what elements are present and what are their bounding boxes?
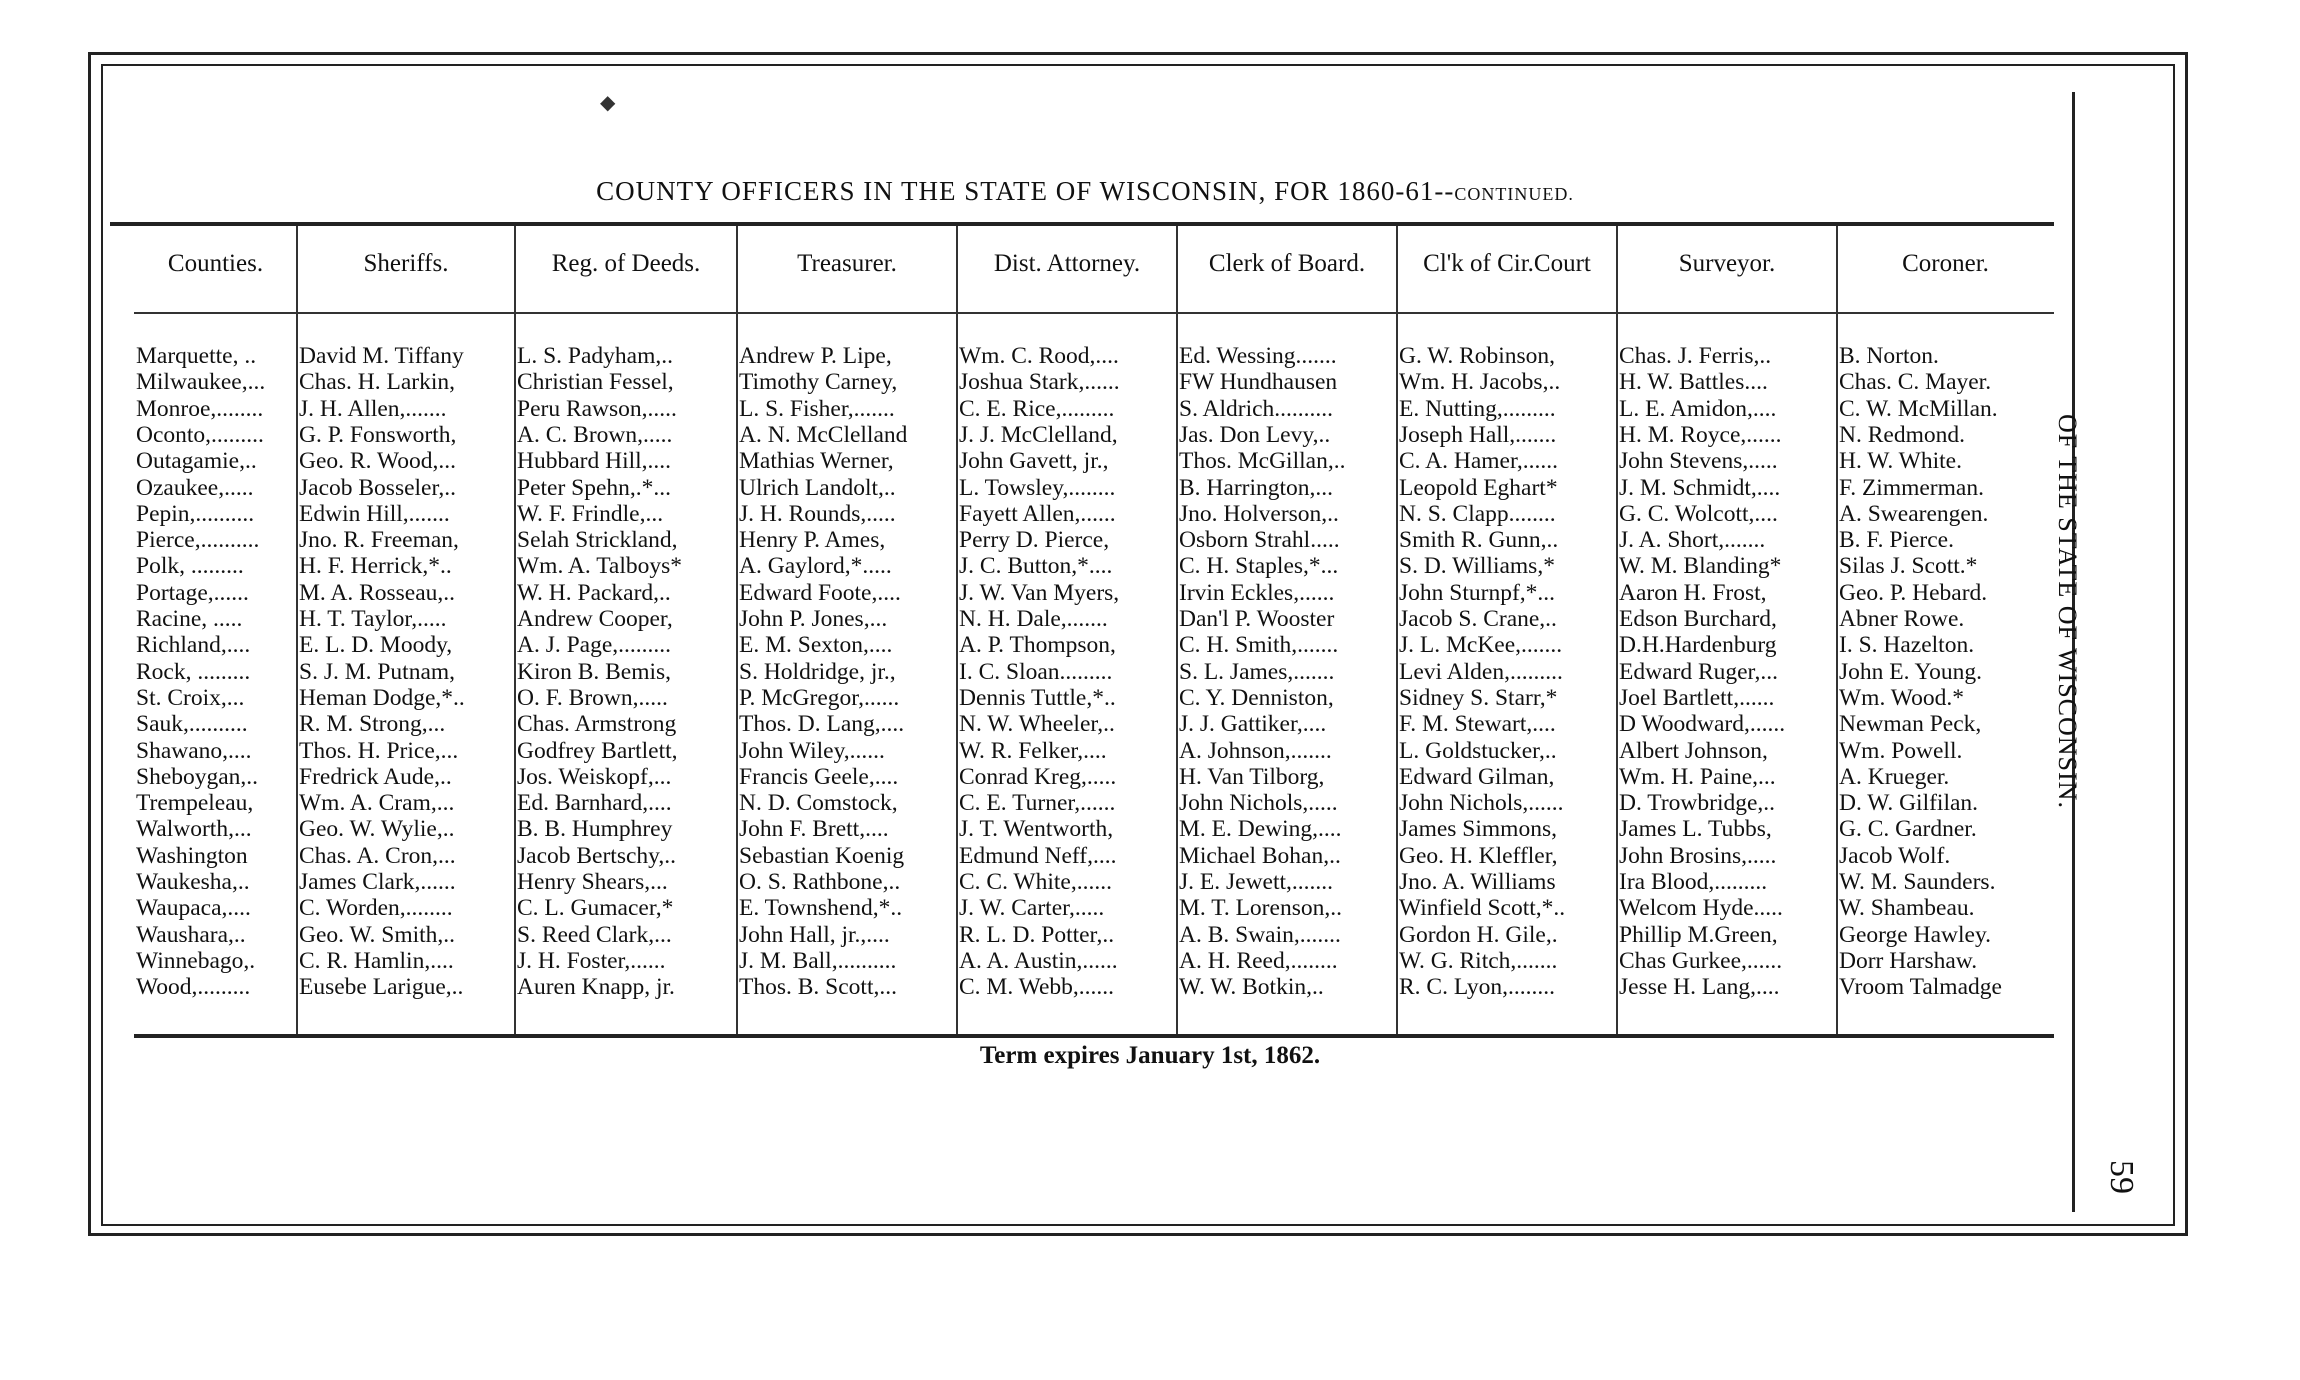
officer-name-cell: John E. Young. — [1839, 658, 1982, 685]
officer-name-cell: James Simmons, — [1399, 816, 1557, 843]
county-name-cell: Waushara,.. — [136, 921, 246, 948]
officer-name-cell: C. M. Webb,...... — [959, 974, 1114, 1001]
officer-name-cell: Levi Alden,......... — [1399, 658, 1563, 685]
officer-name-cell: Henry P. Ames, — [739, 527, 886, 554]
column-separator — [956, 226, 958, 1034]
officer-name-cell: A. P. Thompson, — [959, 632, 1116, 659]
officer-name-cell: J. A. Short,....... — [1619, 527, 1766, 554]
officer-name-cell: Winfield Scott,*.. — [1399, 895, 1566, 922]
officer-name-cell: D.H.Hardenburg — [1619, 632, 1777, 659]
column-header: Cl'k of Cir.Court — [1423, 250, 1591, 277]
officer-name-cell: Phillip M.Green, — [1619, 921, 1778, 948]
officer-name-cell: Jacob Wolf. — [1839, 842, 1951, 869]
officer-name-cell: Fredrick Aude,.. — [299, 763, 452, 790]
page-number: 59 — [2103, 1160, 2140, 1194]
officer-name-cell: Jacob Bosseler,.. — [299, 474, 456, 501]
officer-name-cell: Ed. Barnhard,.... — [517, 790, 672, 817]
officer-name-cell: Edward Foote,.... — [739, 579, 901, 606]
officer-name-cell: Wm. C. Rood,.... — [959, 343, 1119, 369]
officer-name-cell: C. E. Rice,......... — [959, 395, 1115, 422]
officer-name-cell: A. H. Reed,........ — [1179, 947, 1338, 974]
officer-name-cell: Jos. Weiskopf,... — [517, 763, 672, 790]
officer-name-cell: A. Swearengen. — [1839, 500, 1989, 527]
officer-name-cell: Geo. R. Wood,... — [299, 448, 456, 475]
officer-name-cell: J. J. Gattiker,.... — [1179, 711, 1327, 738]
officer-name-cell: S. Aldrich.......... — [1179, 395, 1334, 422]
officer-name-cell: James Clark,...... — [299, 869, 456, 895]
officer-name-cell: Chas. A. Cron,... — [299, 842, 456, 869]
officer-name-cell: A. C. Brown,..... — [517, 421, 673, 448]
officer-name-cell: Aaron H. Frost, — [1619, 579, 1767, 606]
county-name-cell: Marquette, .. — [136, 343, 257, 369]
officer-name-cell: John Sturnpf,*... — [1399, 579, 1556, 606]
officer-name-cell: Chas. J. Ferris,.. — [1619, 343, 1772, 369]
officer-name-cell: Smith R. Gunn,.. — [1399, 527, 1559, 554]
term-footnote: Term expires January 1st, 1862. — [979, 1042, 1321, 1069]
officer-name-cell: A. Krueger. — [1839, 763, 1950, 790]
officer-name-cell: C. E. Turner,...... — [959, 790, 1116, 817]
officer-name-cell: N. S. Clapp........ — [1399, 500, 1556, 527]
officer-name-cell: S. J. M. Putnam, — [299, 658, 456, 685]
officer-name-cell: Perry D. Pierce, — [959, 527, 1110, 554]
officer-name-cell: E. M. Sexton,.... — [739, 632, 893, 659]
side-running-head: OF THE STATE OF WISCONSIN. — [2053, 414, 2082, 809]
column-header: Reg. of Deeds. — [551, 250, 701, 277]
officer-name-cell: E. Townshend,*.. — [739, 895, 903, 922]
officer-name-cell: C. Y. Denniston, — [1179, 684, 1334, 711]
officer-name-cell: H. F. Herrick,*.. — [299, 553, 452, 580]
officer-name-cell: Timothy Carney, — [739, 369, 898, 396]
officer-name-cell: Thos. McGillan,.. — [1179, 448, 1346, 475]
county-name-cell: Racine, ..... — [136, 606, 243, 632]
officer-name-cell: John Gavett, jr., — [959, 448, 1109, 475]
county-name-cell: Shawano,.... — [136, 737, 252, 764]
officer-name-cell: B. F. Pierce. — [1839, 527, 1954, 554]
officer-name-cell: A. B. Swain,....... — [1179, 921, 1341, 948]
title-main: COUNTY OFFICERS IN THE STATE OF WISCONSIN, FOR 1860-61-- — [596, 176, 1455, 206]
officer-name-cell: L. Goldstucker,.. — [1399, 737, 1557, 764]
officer-name-cell: S. Holdridge, jr., — [739, 658, 896, 685]
column-header: Sheriffs. — [363, 250, 449, 277]
officer-name-cell: Edward Ruger,... — [1619, 658, 1778, 685]
officer-name-cell: Abner Rowe. — [1839, 606, 1965, 632]
county-name-cell: Ozaukee,..... — [136, 474, 254, 501]
officer-name-cell: J. W. Van Myers, — [959, 579, 1120, 606]
officer-name-cell: C. R. Hamlin,.... — [299, 947, 454, 974]
county-name-cell: Waupaca,.... — [136, 895, 251, 922]
column-separator — [296, 226, 298, 1034]
officer-name-cell: W. F. Frindle,... — [517, 500, 664, 527]
officer-name-cell: N. H. Dale,....... — [959, 606, 1108, 632]
officer-name-cell: G. P. Fonsworth, — [299, 421, 457, 448]
officer-name-cell: S. D. Williams,* — [1399, 553, 1555, 580]
officer-name-cell: A. A. Austin,...... — [959, 947, 1118, 974]
county-name-cell: Outagamie,.. — [136, 448, 257, 475]
officer-name-cell: J. E. Jewett,....... — [1179, 869, 1334, 895]
officer-name-cell: W. M. Saunders. — [1839, 869, 1996, 895]
column-separator — [1396, 226, 1398, 1034]
county-name-cell: St. Croix,... — [136, 684, 245, 711]
officer-name-cell: Gordon H. Gile,. — [1399, 921, 1558, 948]
officer-name-cell: A. Johnson,....... — [1179, 737, 1332, 764]
officer-name-cell: Welcom Hyde..... — [1619, 895, 1783, 922]
officer-name-cell: Jno. R. Freeman, — [299, 527, 459, 554]
officer-name-cell: C. Worden,........ — [299, 895, 453, 922]
header-underline-rule — [134, 312, 2054, 314]
officer-name-cell: A. J. Page,......... — [517, 632, 672, 659]
officer-name-cell: Edmund Neff,.... — [959, 842, 1117, 869]
officer-name-cell: John P. Jones,... — [739, 606, 888, 632]
county-name-cell: Oconto,......... — [136, 421, 264, 448]
officer-name-cell: J. M. Schmidt,.... — [1619, 474, 1781, 501]
column-separator — [1836, 226, 1838, 1034]
officer-name-cell: G. C. Gardner. — [1839, 816, 1977, 843]
officer-name-cell: Jacob S. Crane,.. — [1399, 606, 1557, 632]
officer-name-cell: R. C. Lyon,........ — [1399, 974, 1556, 1001]
officer-name-cell: D. Trowbridge,.. — [1619, 790, 1776, 817]
column-header: Surveyor. — [1678, 250, 1776, 277]
county-name-cell: Monroe,........ — [136, 395, 264, 422]
officer-name-cell: Heman Dodge,*.. — [299, 684, 465, 711]
officer-name-cell: Kiron B. Bemis, — [517, 658, 672, 685]
officer-name-cell: Andrew Cooper, — [517, 606, 673, 632]
officer-name-cell: Leopold Eghart* — [1399, 474, 1558, 501]
officer-name-cell: Peter Spehn,.*... — [517, 474, 672, 501]
column-header: Dist. Attorney. — [993, 250, 1141, 277]
officer-name-cell: W. H. Packard,.. — [517, 579, 671, 606]
officer-name-cell: Selah Strickland, — [517, 527, 678, 554]
column-separator — [1616, 226, 1618, 1034]
officer-name-cell: John Nichols,..... — [1179, 790, 1338, 817]
county-name-cell: Winnebago,. — [136, 947, 256, 974]
officer-name-cell: Fayett Allen,...... — [959, 500, 1116, 527]
officer-name-cell: J. M. Ball,.......... — [739, 947, 897, 974]
officer-name-cell: M. T. Lorenson,.. — [1179, 895, 1342, 922]
officer-name-cell: Auren Knapp, jr. — [517, 974, 675, 1001]
county-name-cell: Waukesha,.. — [136, 869, 250, 895]
officer-name-cell: John Hall, jr.,.... — [739, 921, 890, 948]
county-name-cell: Washington — [136, 842, 248, 869]
officer-name-cell: J. C. Button,*.... — [959, 553, 1113, 580]
officer-name-cell: Edson Burchard, — [1619, 606, 1777, 632]
officer-name-cell: J. T. Wentworth, — [959, 816, 1114, 843]
officer-name-cell: Conrad Kreg,..... — [959, 763, 1117, 790]
officer-name-cell: Ed. Wessing....... — [1179, 343, 1337, 369]
officer-name-cell: Henry Shears,... — [517, 869, 668, 895]
officer-name-cell: Peru Rawson,..... — [517, 395, 677, 422]
page-title — [110, 176, 2060, 216]
officer-name-cell: Eusebe Larigue,.. — [299, 974, 464, 1001]
officer-name-cell: Thos. B. Scott,... — [739, 974, 897, 1001]
officer-name-cell: J. W. Carter,..... — [959, 895, 1105, 922]
officer-name-cell: Geo. P. Hebard. — [1839, 579, 1988, 606]
officer-name-cell: Silas J. Scott.* — [1839, 553, 1978, 580]
officer-name-cell: J. H. Rounds,..... — [739, 500, 896, 527]
officer-name-cell: Irvin Eckles,...... — [1179, 579, 1335, 606]
officer-name-cell: Sebastian Koenig — [739, 842, 905, 869]
officer-name-cell: Wm. A. Cram,... — [299, 790, 455, 817]
officer-name-cell: Joseph Hall,....... — [1399, 421, 1557, 448]
officer-name-cell: J. H. Allen,....... — [299, 395, 447, 422]
county-name-cell: Sauk,.......... — [136, 711, 248, 738]
officer-name-cell: J. J. McClelland, — [959, 421, 1118, 448]
officer-name-cell: H. M. Royce,...... — [1619, 421, 1782, 448]
officer-name-cell: R. M. Strong,... — [299, 711, 446, 738]
officer-name-cell: A. Gaylord,*..... — [739, 553, 892, 580]
officer-name-cell: W. M. Blanding* — [1619, 553, 1782, 580]
officer-name-cell: D. W. Gilfilan. — [1839, 790, 1979, 817]
officer-name-cell: O. F. Brown,..... — [517, 684, 668, 711]
officer-name-cell: John Nichols,...... — [1399, 790, 1564, 817]
officer-name-cell: F. M. Stewart,.... — [1399, 711, 1556, 738]
officer-name-cell: C. H. Smith,....... — [1179, 632, 1339, 659]
officer-name-cell: N. Redmond. — [1839, 421, 1965, 448]
officer-name-cell: B. B. Humphrey — [517, 816, 673, 843]
officer-name-cell: W. W. Botkin,.. — [1179, 974, 1324, 1001]
table-top-rule — [110, 222, 2054, 226]
officer-name-cell: C. C. White,...... — [959, 869, 1112, 895]
column-header: Clerk of Board. — [1208, 250, 1366, 277]
officer-name-cell: Joshua Stark,...... — [959, 369, 1120, 396]
officer-name-cell: S. L. James,....... — [1179, 658, 1335, 685]
column-separator — [1176, 226, 1178, 1034]
officer-name-cell: Newman Peck, — [1839, 711, 1982, 738]
county-name-cell: Polk, ......... — [136, 553, 244, 580]
officer-name-cell: Francis Geele,.... — [739, 763, 899, 790]
column-header: Treasurer. — [797, 250, 897, 277]
officer-name-cell: Dorr Harshaw. — [1839, 947, 1978, 974]
officer-name-cell: C. H. Staples,*... — [1179, 553, 1339, 580]
county-name-cell: Wood,......... — [136, 974, 251, 1001]
officer-name-cell: Wm. Powell. — [1839, 737, 1963, 764]
officer-name-cell: Hubbard Hill,.... — [517, 448, 672, 475]
officer-name-cell: C. L. Gumacer,* — [517, 895, 674, 922]
column-header: Coroner. — [1902, 250, 1989, 277]
officer-name-cell: David M. Tiffany — [299, 343, 464, 369]
officer-name-cell: Osborn Strahl..... — [1179, 527, 1340, 554]
officer-name-cell: H. T. Taylor,..... — [299, 606, 447, 632]
officer-name-cell: John Stevens,..... — [1619, 448, 1778, 475]
county-name-cell: Trempeleau, — [136, 790, 254, 817]
officer-name-cell: H. W. White. — [1839, 448, 1962, 475]
officer-name-cell: Geo. W. Wylie,.. — [299, 816, 455, 843]
officer-name-cell: Dan'l P. Wooster — [1179, 606, 1335, 632]
officer-name-cell: John Wiley,...... — [739, 737, 885, 764]
officer-name-cell: W. Shambeau. — [1839, 895, 1975, 922]
officer-name-cell: Thos. H. Price,... — [299, 737, 459, 764]
officer-name-cell: G. C. Wolcott,.... — [1619, 500, 1778, 527]
officer-name-cell: Jno. A. Williams — [1399, 869, 1556, 895]
officer-name-cell: S. Reed Clark,... — [517, 921, 672, 948]
officer-name-cell: Mathias Werner, — [739, 448, 894, 475]
officer-name-cell: E. Nutting,......... — [1399, 395, 1556, 422]
county-name-cell: Richland,.... — [136, 632, 251, 659]
officer-name-cell: Jno. Holverson,.. — [1179, 500, 1339, 527]
officer-name-cell: John Brosins,..... — [1619, 842, 1777, 869]
officer-name-cell: Andrew P. Lipe, — [739, 343, 892, 369]
county-name-cell: Milwaukee,... — [136, 369, 266, 396]
officer-name-cell: Sidney S. Starr,* — [1399, 684, 1558, 711]
officer-name-cell: C. A. Hamer,...... — [1399, 448, 1558, 475]
officer-name-cell: N. W. Wheeler,.. — [959, 711, 1115, 738]
officer-name-cell: Wm. A. Talboys* — [517, 553, 683, 580]
officer-name-cell: Thos. D. Lang,.... — [739, 711, 905, 738]
officer-name-cell: C. W. McMillan. — [1839, 395, 1998, 422]
officer-name-cell: Godfrey Bartlett, — [517, 737, 678, 764]
officer-name-cell: Dennis Tuttle,*.. — [959, 684, 1116, 711]
officer-name-cell: Chas. Armstrong — [517, 711, 677, 738]
officer-name-cell: H. Van Tilborg, — [1179, 763, 1325, 790]
officer-name-cell: P. McGregor,...... — [739, 684, 900, 711]
officer-name-cell: R. L. D. Potter,.. — [959, 921, 1115, 948]
officer-name-cell: Albert Johnson, — [1619, 737, 1768, 764]
officer-name-cell: Ira Blood,......... — [1619, 869, 1768, 895]
column-separator — [736, 226, 738, 1034]
officer-name-cell: Chas Gurkee,...... — [1619, 947, 1783, 974]
officer-name-cell: O. S. Rathbone,.. — [739, 869, 901, 895]
officer-name-cell: B. Harrington,... — [1179, 474, 1334, 501]
officer-name-cell: Edwin Hill,....... — [299, 500, 450, 527]
officer-name-cell: Geo. H. Kleffler, — [1399, 842, 1558, 869]
officer-name-cell: H. W. Battles.... — [1619, 369, 1768, 396]
officer-name-cell: Chas. H. Larkin, — [299, 369, 455, 396]
officer-name-cell: Wm. Wood.* — [1839, 684, 1964, 711]
officer-name-cell: D Woodward,...... — [1619, 711, 1786, 738]
officer-name-cell: L. S. Fisher,....... — [739, 395, 895, 422]
officer-name-cell: J. H. Foster,...... — [517, 947, 666, 974]
officer-name-cell: James L. Tubbs, — [1619, 816, 1772, 843]
officer-name-cell: I. C. Sloan......... — [959, 658, 1113, 685]
officer-name-cell: G. W. Robinson, — [1399, 343, 1556, 369]
officer-name-cell: W. G. Ritch,....... — [1399, 947, 1558, 974]
officer-name-cell: Jacob Bertschy,.. — [517, 842, 677, 869]
officer-name-cell: M. E. Dewing,.... — [1179, 816, 1342, 843]
officer-name-cell: L. E. Amidon,.... — [1619, 395, 1777, 422]
officer-name-cell: Jesse H. Lang,.... — [1619, 974, 1780, 1001]
officer-name-cell: J. L. McKee,....... — [1399, 632, 1563, 659]
table-bottom-rule — [134, 1034, 2054, 1038]
officer-name-cell: F. Zimmerman. — [1839, 474, 1984, 501]
officer-name-cell: Wm. H. Paine,... — [1619, 763, 1776, 790]
county-name-cell: Rock, ......... — [136, 658, 251, 685]
officer-name-cell: Vroom Talmadge — [1839, 974, 2002, 1001]
officer-name-cell: E. L. D. Moody, — [299, 632, 453, 659]
officer-name-cell: John F. Brett,.... — [739, 816, 889, 843]
county-name-cell: Portage,...... — [136, 579, 249, 606]
officer-name-cell: Joel Bartlett,...... — [1619, 684, 1775, 711]
column-separator — [514, 226, 516, 1034]
officer-name-cell: W. R. Felker,.... — [959, 737, 1107, 764]
officer-name-cell: B. Norton. — [1839, 343, 1939, 369]
officer-name-cell: Geo. W. Smith,.. — [299, 921, 456, 948]
officer-name-cell: Chas. C. Mayer. — [1839, 369, 1992, 396]
officer-name-cell: Ulrich Landolt,.. — [739, 474, 896, 501]
officer-name-cell: I. S. Hazelton. — [1839, 632, 1975, 659]
officer-name-cell: George Hawley. — [1839, 921, 1992, 948]
officer-name-cell: Jas. Don Levy,.. — [1179, 421, 1331, 448]
ink-speck: ◆ — [600, 90, 616, 114]
county-name-cell: Pierce,.......... — [136, 527, 260, 554]
officer-name-cell: M. A. Rosseau,.. — [299, 579, 456, 606]
officer-name-cell: L. S. Padyham,.. — [517, 343, 674, 369]
officer-name-cell: N. D. Comstock, — [739, 790, 898, 817]
officer-name-cell: Edward Gilman, — [1399, 763, 1555, 790]
county-name-cell: Sheboygan,.. — [136, 763, 259, 790]
officer-name-cell: L. Towsley,........ — [959, 474, 1116, 501]
county-name-cell: Walworth,... — [136, 816, 252, 843]
title-continued: CONTINUED. — [1454, 184, 1574, 204]
officer-name-cell: FW Hundhausen — [1179, 369, 1338, 396]
officer-name-cell: Christian Fessel, — [517, 369, 674, 396]
officer-name-cell: A. N. McClelland — [739, 421, 908, 448]
column-header: Counties. — [167, 250, 264, 277]
officer-name-cell: Michael Bohan,.. — [1179, 842, 1341, 869]
officer-name-cell: Wm. H. Jacobs,.. — [1399, 369, 1561, 396]
county-name-cell: Pepin,.......... — [136, 500, 255, 527]
